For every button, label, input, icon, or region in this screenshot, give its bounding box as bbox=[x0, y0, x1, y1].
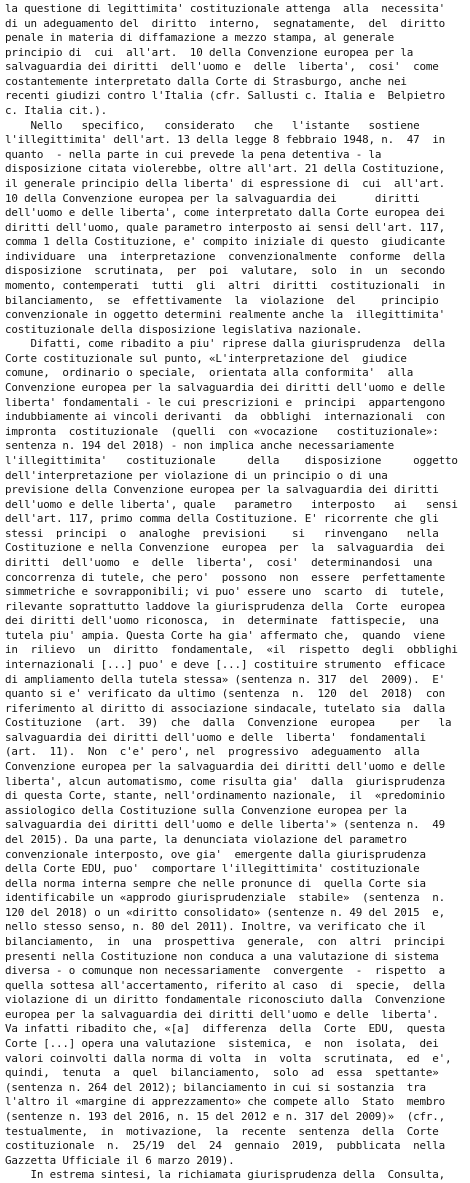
document-line: dell'uomo e delle liberta', quale parametro interposto ai sensi bbox=[5, 497, 458, 511]
document-line: In estrema sintesi, la richiamata giurisprudenza della Consulta, bbox=[5, 1168, 445, 1182]
document-line: liberta' fondamentali - le cui prescrizioni e principi appartengono bbox=[5, 395, 445, 409]
document-line: valori coinvolti dalla norma di volta in volta scrutinata, ed e', bbox=[5, 1051, 452, 1065]
document-line: concorrenza di tutele, che pero' possono non essere perfettamente bbox=[5, 570, 445, 584]
document-line: disposizione scrutinata, per poi valutare, solo in un secondo bbox=[5, 264, 445, 278]
document-line: della Corte EDU, puo' comportare l'illegittimita' costituzionale bbox=[5, 862, 420, 876]
document-line: (sentenza n. 264 del 2012); bilanciamento in cui si sostanzia tra bbox=[5, 1080, 426, 1094]
document-line: dei diritti dell'uomo riconosca, in determinate fattispecie, una bbox=[5, 614, 439, 628]
document-line: violazione di un diritto fondamentale riconosciuto dalla Convenzione bbox=[5, 993, 445, 1007]
document-line: penale in materia di diffamazione a mezzo stampa, al generale bbox=[5, 31, 394, 45]
document-line: di un adeguamento del diritto interno, segnatamente, del diritto bbox=[5, 16, 445, 30]
document-line: salvaguardia dei diritti dell'uomo e delle liberta'» (sentenza n. 49 bbox=[5, 818, 445, 832]
document-line: salvaguardia dei diritti dell'uomo e delle liberta' fondamentali bbox=[5, 730, 426, 744]
document-line: della norma interna sempre che nelle pronunce di quella Corte sia bbox=[5, 876, 426, 890]
document-line: Nello specifico, considerato che l'istante sostiene bbox=[5, 118, 420, 132]
document-line: Costituzione e nella Convenzione europea per la salvaguardia dei bbox=[5, 541, 445, 555]
document-line: dell'uomo e delle liberta', come interpretato dalla Corte europea dei bbox=[5, 206, 445, 220]
document-line: disposizione citata violerebbe, oltre all'art. 21 della Costituzione, bbox=[5, 162, 445, 176]
document-line: principio di cui all'art. 10 della Convenzione europea per la bbox=[5, 45, 414, 59]
document-line: diritti dell'uomo, quale parametro interposto ai sensi dell'art. 117, bbox=[5, 220, 445, 234]
document-line: 120 del 2018) o un «diritto consolidato» (sentenze n. 49 del 2015 e, bbox=[5, 905, 445, 919]
document-line: momento, contemperati tutti gli altri diritti costituzionali in bbox=[5, 278, 445, 292]
document-line: indubbiamente ai vincoli derivanti da obblighi internazionali con bbox=[5, 410, 445, 424]
document-line: (sentenze n. 193 del 2016, n. 15 del 2012 e n. 317 del 2009)» (cfr., bbox=[5, 1109, 445, 1123]
document-line: comune, ordinario o speciale, orientata alla conformita' alla bbox=[5, 366, 414, 380]
document-line: diritti dell'uomo e delle liberta', cosi' determinandosi una bbox=[5, 555, 433, 569]
document-line: in rilievo un diritto fondamentale, «il rispetto degli obblighi bbox=[5, 643, 458, 657]
document-line: la questione di legittimita' costituzionale attenga alla necessita' bbox=[5, 2, 445, 15]
document-line: stessi principi o analoghe previsioni si rinvengano nella bbox=[5, 526, 439, 540]
document-line: bilanciamento, se effettivamente la violazione del principio bbox=[5, 293, 439, 307]
document-line: testualmente, in motivazione, la recente sentenza della Corte bbox=[5, 1124, 439, 1138]
document-line: assiologico della Costituzione sulla Convenzione europea per la bbox=[5, 803, 407, 817]
document-line: impronta costituzionale (quelli con «vocazione costituzionale»: bbox=[5, 424, 439, 438]
document-line: convenzionale in oggetto determini realmente anche la illegittimita' bbox=[5, 308, 445, 322]
document-line: Gazzetta Ufficiale il 6 marzo 2019). bbox=[5, 1153, 235, 1167]
document-line: rilevante soprattutto laddove la giurisprudenza della Corte europea bbox=[5, 599, 445, 613]
document-line: il generale principio della liberta' di espressione di cui all'art. bbox=[5, 176, 445, 190]
document-line: quindi, tenuta a quel bilanciamento, solo ad essa spettante» bbox=[5, 1066, 439, 1080]
document-line: costantemente interpretato dalla Corte di Strasburgo, anche nei bbox=[5, 74, 407, 88]
document-line: quanto - nella parte in cui prevede la pena detentiva - la bbox=[5, 147, 382, 161]
document-line: Corte [...] opera una valutazione sistemica, e non isolata, dei bbox=[5, 1037, 439, 1051]
document-line: nello stesso senso, n. 80 del 2011). Inoltre, va verificato che il bbox=[5, 920, 426, 934]
document-line: salvaguardia dei diritti dell'uomo e delle liberta', cosi' come bbox=[5, 60, 439, 74]
document-line: Va infatti ribadito che, «[a] differenza della Corte EDU, questa bbox=[5, 1022, 445, 1036]
document-line: di ampliamento della tutela stessa» (sentenza n. 317 del 2009). E' bbox=[5, 672, 445, 686]
document-line: costituzionale n. 25/19 del 24 gennaio 2019, pubblicata nella bbox=[5, 1139, 445, 1153]
document-line: liberta', alcun automatismo, come risulta gia' dalla giurisprudenza bbox=[5, 774, 445, 788]
document-line: quella sottesa all'accertamento, riferito al caso di specie, della bbox=[5, 978, 445, 992]
document-line: bilanciamento, in una prospettiva generale, con altri principi bbox=[5, 935, 445, 948]
document-line: riferimento al diritto di associazione sindacale, tutelato sia dalla bbox=[5, 701, 445, 715]
document-line: Corte costituzionale sul punto, «L'interpretazione del giudice bbox=[5, 351, 407, 365]
document-line: convenzionale interposto, ove gia' emergente dalla giurisprudenza bbox=[5, 847, 426, 861]
document-line: identificabile un «approdo giurisprudenziale stabile» (sentenza n. bbox=[5, 891, 445, 905]
document-line: simmetriche e sovrapponibili; vi puo' essere uno scarto di tutele, bbox=[5, 585, 445, 599]
document-line: internazionali [...] puo' e deve [...] costituire strumento efficace bbox=[5, 658, 445, 672]
document-line: 10 della Convenzione europea per la salvaguardia dei diritti bbox=[5, 191, 420, 205]
document-line: europea per la salvaguardia dei diritti dell'uomo e delle liberta'. bbox=[5, 1007, 439, 1021]
document-text-block bbox=[5, 2, 465, 1183]
document-line: tutela piu' ampia. Questa Corte ha gia' affermato che, quando viene bbox=[5, 628, 445, 642]
document-line: Costituzione (art. 39) che dalla Convenzione europea per la bbox=[5, 716, 452, 730]
document-line: recenti giudizi contro l'Italia (cfr. Sallusti c. Italia e Belpietro bbox=[5, 89, 445, 103]
document-line: (art. 11). Non c'e' pero', nel progressivo adeguamento alla bbox=[5, 745, 420, 759]
document-line: Convenzione europea per la salvaguardia dei diritti dell'uomo e delle bbox=[5, 381, 445, 395]
document-line: sentenza n. 194 del 2018) - non implica anche necessariamente bbox=[5, 439, 394, 453]
document-line: dell'art. 117, primo comma della Costituzione. E' ricorrente che gli bbox=[5, 512, 439, 526]
document-line: l'illegittimita' dell'art. 13 della legge 8 febbraio 1948, n. 47 in bbox=[5, 133, 445, 147]
document-line: comma 1 della Costituzione, e' compito iniziale di questo giudicante bbox=[5, 235, 445, 249]
document-line: previsione della Convenzione europea per la salvaguardia dei diritti bbox=[5, 483, 439, 497]
document-line: c. Italia cit.). bbox=[5, 104, 108, 118]
document-line: l'illegittimita' costituzionale della disposizione oggetto bbox=[5, 453, 458, 467]
document-line: del 2015). Da una parte, la denunciata violazione del parametro bbox=[5, 832, 407, 846]
document-line: l'altro il «margine di apprezzamento» che compete allo Stato membro bbox=[5, 1095, 445, 1109]
document-line: individuare una interpretazione convenzionalmente conforme della bbox=[5, 249, 445, 263]
document-line: quanto si e' verificato da ultimo (sentenza n. 120 del 2018) con bbox=[5, 687, 445, 701]
document-line: dell'interpretazione per violazione di un principio o di una bbox=[5, 468, 388, 482]
document-line: presenti nella Costituzione non conduca a una valutazione di sistema bbox=[5, 949, 439, 963]
document-line: di questa Corte, stante, nell'ordinamento nazionale, il «predominio bbox=[5, 789, 445, 803]
document-line: costituzionale della disposizione legislativa nazionale. bbox=[5, 322, 363, 336]
document-line: diversa - o comunque non necessariamente convergente - rispetto a bbox=[5, 964, 445, 978]
document-line: Difatti, come ribadito a piu' riprese dalla giurisprudenza della bbox=[5, 337, 445, 351]
document-line: Convenzione europea per la salvaguardia dei diritti dell'uomo e delle bbox=[5, 760, 445, 774]
